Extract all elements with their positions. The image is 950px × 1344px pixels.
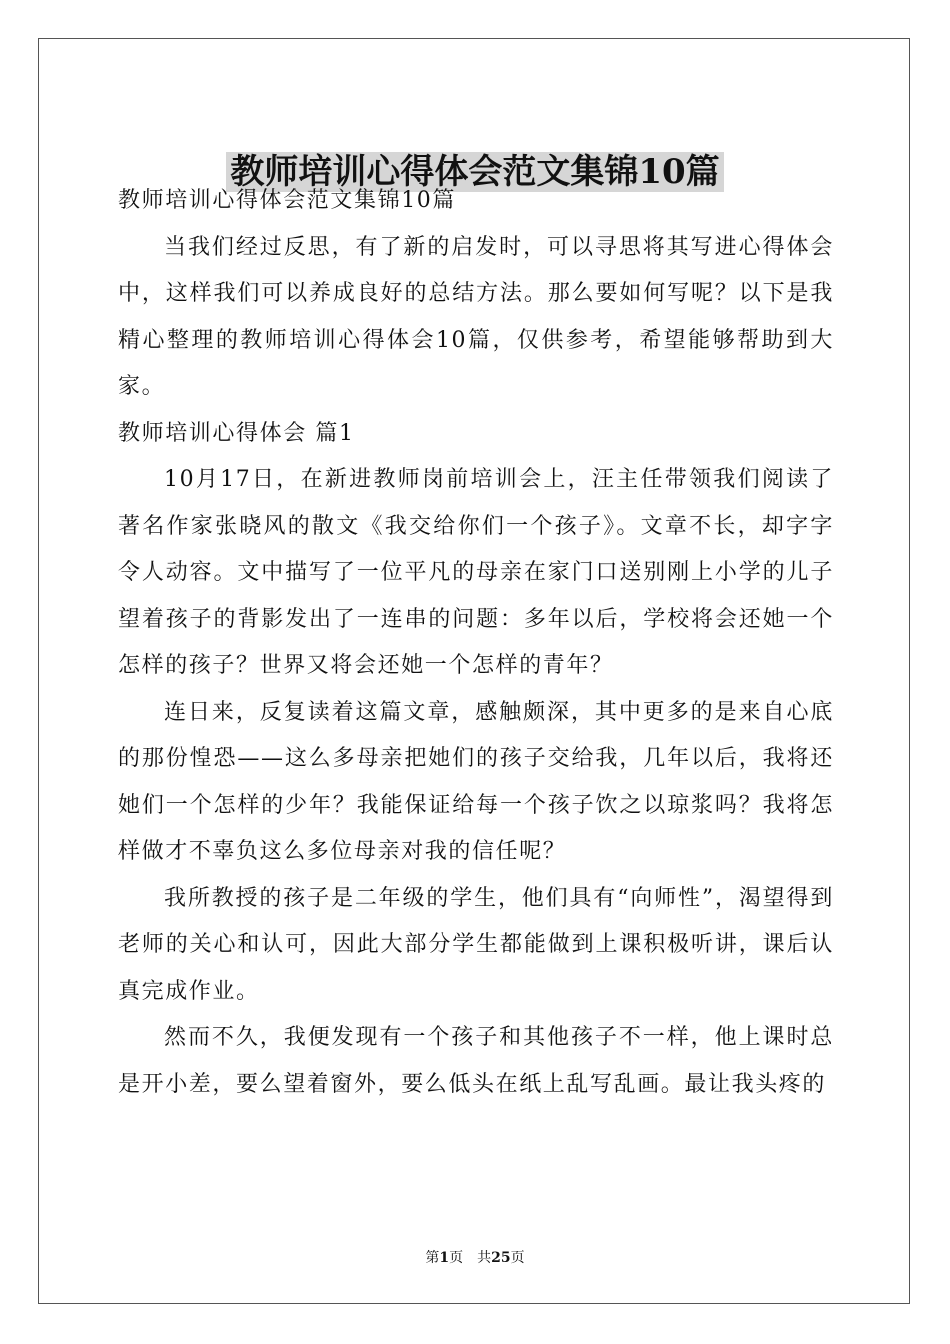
body-paragraph: 然而不久，我便发现有一个孩子和其他孩子不一样，他上课时总是开小差，要么望着窗外，要么低头在纸上乱写乱画。最让我头疼的 (118, 1025, 834, 1097)
body-paragraph: 10月17日，在新进教师岗前培训会上，汪主任带领我们阅读了著名作家张晓风的散文《我交给你们一个孩子》。文章不长，却字字令人动容。文中描写了一位平凡的母亲在家门口送别刚上小学的儿子望着孩子的背影发出了一连串的问题：多年以后，学校将会还她一个怎样的孩子？世界又将会还她一个怎样的青年？ (118, 467, 834, 678)
page-number-suffix: 页 (449, 1250, 464, 1266)
document-title-text: 教师培训心得体会范文集锦10篇 (226, 152, 723, 192)
page-number-prefix: 第 (425, 1250, 440, 1266)
intro-paragraph: 当我们经过反思，有了新的启发时，可以寻思将其写进心得体会中，这样我们可以养成良好的总结方法。那么要如何写呢？以下是我精心整理的教师培训心得体会10篇，仅供参考，希望能够帮助到大家。 (118, 234, 834, 399)
body-paragraph: 连日来，反复读着这篇文章，感触颇深，其中更多的是来自心底的那份惶恐——这么多母亲把她们的孩子交给我，几年以后，我将还她们一个怎样的少年？我能保证给每一个孩子饮之以琼浆吗？我将怎样做才不辜负这么多位母亲对我的信任呢？ (118, 699, 834, 864)
page-total-prefix: 共 (477, 1250, 492, 1266)
page-total: 25 (491, 1250, 511, 1266)
page-total-suffix: 页 (510, 1250, 525, 1266)
page-number-current: 1 (439, 1250, 450, 1266)
section-heading: 教师培训心得体会 篇1 (118, 420, 355, 446)
document-body (118, 178, 834, 1108)
document-subtitle: 教师培训心得体会范文集锦10篇 (118, 188, 456, 213)
page-footer (0, 1248, 950, 1268)
body-paragraph: 我所教授的孩子是二年级的学生，他们具有“向师性”，渴望得到老师的关心和认可，因此大部分学生都能做到上课积极听讲，课后认真完成作业。 (118, 885, 834, 1004)
